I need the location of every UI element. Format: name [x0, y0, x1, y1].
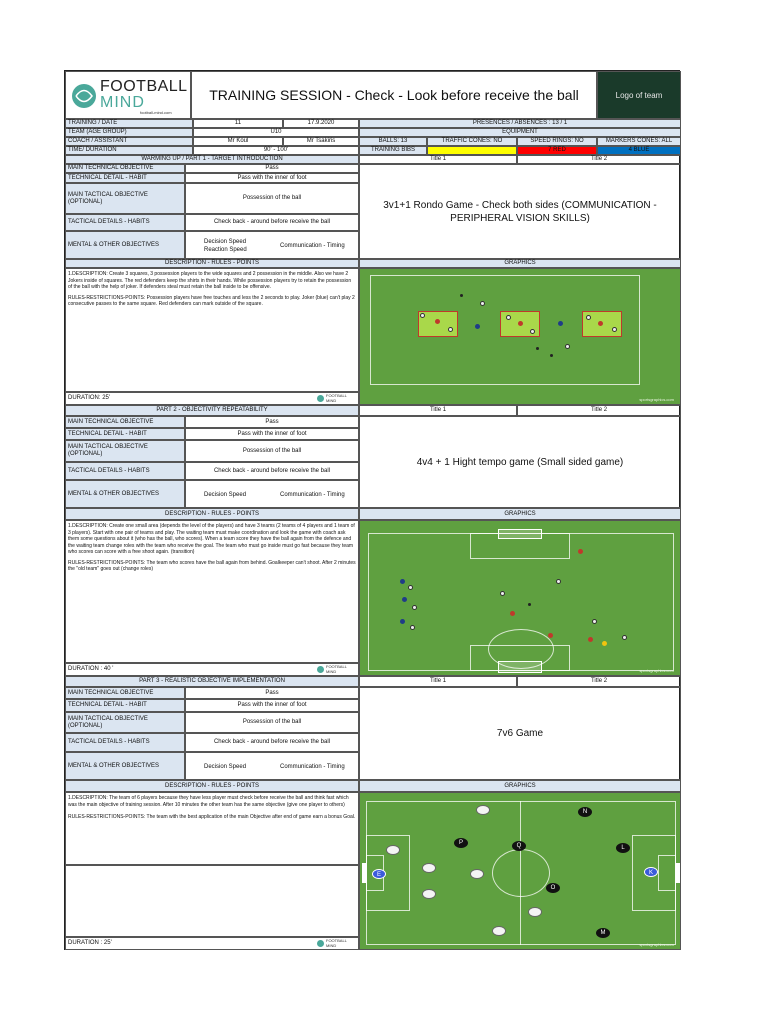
part2-technical-detail: Pass with the inner of foot — [185, 428, 359, 440]
part1-description-header: DESCRIPTION - RULES - POINTS — [65, 259, 359, 268]
part3-duration: DURATION : 25' — [65, 937, 359, 950]
player — [400, 579, 405, 584]
part2-graphics-header: GRAPHICS — [359, 508, 681, 520]
session-sheet — [64, 70, 680, 950]
part3-mini-logo-text: FOOTBALL MIND — [326, 938, 347, 948]
part3-description-header: DESCRIPTION - RULES - POINTS — [65, 780, 359, 792]
part2-mental-b: Communication - Timing — [280, 492, 345, 498]
center-circle — [492, 849, 550, 897]
mini-logo-icon — [317, 940, 324, 947]
part3-graphics-header: GRAPHICS — [359, 780, 681, 792]
player — [548, 633, 553, 638]
assistant-value: Mr Tsakiris — [283, 137, 359, 146]
cone — [460, 294, 463, 297]
training-date-label: TRAINING / DATE — [65, 119, 193, 128]
mini-logo-icon — [317, 395, 324, 402]
player — [588, 637, 593, 642]
player — [400, 619, 405, 624]
player — [578, 549, 583, 554]
balls-count: BALLS: 13 — [359, 137, 427, 146]
part2-duration: DURATION : 40 ' — [65, 663, 359, 676]
player — [592, 619, 597, 624]
player — [510, 611, 515, 616]
training-number: 11 — [193, 119, 283, 128]
part1-main-tactical: Possession of the ball — [185, 183, 359, 214]
part1-technical-detail-label: TECHNICAL DETAIL - HABIT — [65, 173, 185, 183]
bibs-yellow — [427, 146, 517, 155]
player — [420, 313, 425, 318]
white-player-token — [492, 926, 506, 936]
coach-label: COACH / ASSISTANT — [65, 137, 193, 146]
part2-mini-logo-text: FOOTBALL MIND — [326, 664, 347, 674]
part2-description-header: DESCRIPTION - RULES - POINTS — [65, 508, 359, 520]
white-player-token — [386, 845, 400, 855]
team-value: U10 — [193, 128, 359, 137]
part1-mental-label: MENTAL & OTHER OBJECTIVES — [65, 231, 185, 259]
part2-main-tactical: Possession of the ball — [185, 440, 359, 462]
markers-cones: MARKERS CONES: ALL — [597, 137, 681, 146]
part2-rules: RULES-RESTRICTIONS-POINTS: The team who scores have the ball again from behind. Goalkeeper can't shoot. After 2 minutes the "old team" goes out (change roles) — [68, 559, 356, 572]
goal-area-right — [658, 855, 676, 891]
mini-logo-icon — [317, 666, 324, 673]
training-date: 17.9.2020 — [283, 119, 359, 128]
team-label: TEAM (AGE GROUP) — [65, 128, 193, 137]
player — [480, 301, 485, 306]
part1-mental-a2: Reaction Speed — [204, 247, 247, 253]
token-Q: Q — [512, 841, 526, 851]
part2-description: 1.DESCRIPTION: Create one small area (depends the level of the players) and have 3 teams (2 teams of 4 players and 1 team of 3 players). Start with one pair of teams and play. The waiting team must make coordination and look the game with coach ask them some questions about it (who has the ball, who scores). When a team score they have the ball again from the defence and the waiting team change roles with the team who receive the goal. The team who must go inside must go fast because they team who scores can score with a free shoot again. (transition) — [68, 523, 355, 555]
token-E: E — [372, 869, 386, 879]
part1-main-tactical-label: MAIN TACTICAL OBJECTIVE (OPTIONAL) — [65, 183, 185, 214]
part1-mental-value — [185, 231, 359, 259]
player — [622, 635, 627, 640]
team-logo-label: Logo of team — [615, 90, 663, 100]
part3-title2: Title 2 — [517, 676, 681, 687]
ball — [528, 603, 531, 606]
part2-title1: Title 1 — [359, 405, 517, 416]
white-player-token — [476, 805, 490, 815]
part2-header: PART 2 - OBJECTIVITY REPEATABILITY — [65, 405, 359, 416]
part3-tactical-details: Check back - around before receive the ball — [185, 733, 359, 752]
part1-watermark: sportsgraphics.com — [639, 397, 674, 402]
part1-mini-logo — [317, 393, 357, 404]
coach-value: Mr Koul — [193, 137, 283, 146]
token-P: P — [454, 838, 468, 848]
part2-mental-value — [185, 480, 359, 508]
part2-main-tactical-label: MAIN TACTICAL OBJECTIVE (OPTIONAL) — [65, 440, 185, 462]
bibs-red: 7 RED — [517, 146, 597, 155]
white-player-token — [422, 889, 436, 899]
part1-technical-detail: Pass with the inner of foot — [185, 173, 359, 183]
part2-watermark: sportsgraphics.com — [639, 668, 674, 673]
goal-right — [675, 863, 680, 883]
part1-title2: Title 2 — [517, 155, 681, 164]
part2-title2: Title 2 — [517, 405, 681, 416]
part2-tactical-details-label: TACTICAL DETAILS - HABITS — [65, 462, 185, 480]
page-title: TRAINING SESSION - Check - Look before receive the ball — [191, 71, 597, 119]
logo-line1: FOOTBALL — [100, 78, 188, 95]
part3-game-title: 7v6 Game — [359, 687, 681, 780]
part1-description: 1.DESCRIPTION: Create 3 squares, 3 possession players to the wide squares and 2 possession in the middle. Also we have 2 Jokers inside of squares. The red defenders keep the shirts in their hands. While possession players try to retain the possession of the ball with the help of joker. If defenders steal must retain the ball inside to be offensive. — [68, 271, 352, 290]
traffic-cones: TRAFFIC CONES: NO — [427, 137, 517, 146]
part2-mental-label: MENTAL & OTHER OBJECTIVES — [65, 480, 185, 508]
part3-diagram — [359, 792, 681, 950]
penalty-arc-bottom — [488, 629, 554, 669]
part1-diagram — [359, 268, 681, 405]
part2-tactical-details: Check back - around before receive the ball — [185, 462, 359, 480]
presences-absences: PRESENCES / ABSENCES : 13 / 1 — [359, 119, 681, 128]
player — [412, 605, 417, 610]
speed-rings: SPEED RINGS: NO — [517, 137, 597, 146]
part3-mental-a: Decision Speed — [204, 764, 247, 770]
player — [556, 579, 561, 584]
part1-graphics-header: GRAPHICS — [359, 259, 681, 268]
part3-header: PART 3 - REALISTIC OBJECTIVE IMPLEMENTATION — [65, 676, 359, 687]
goal-top — [498, 529, 542, 539]
part1-mental-a: Decision Speed — [204, 239, 247, 245]
part2-game-title: 4v4 + 1 Hight tempo game (Small sided game) — [359, 416, 681, 508]
brain-logo-icon — [70, 81, 98, 111]
player — [408, 585, 413, 590]
player — [500, 591, 505, 596]
part3-title1: Title 1 — [359, 676, 517, 687]
part1-mental-b: Communication - Timing — [280, 243, 345, 249]
part2-main-technical: Pass — [185, 416, 359, 428]
part1-title1: Title 1 — [359, 155, 517, 164]
part3-main-technical: Pass — [185, 687, 359, 699]
time-label: TIME/ DURATION — [65, 146, 193, 155]
player — [586, 315, 591, 320]
goal-left — [362, 863, 367, 883]
part3-technical-detail: Pass with the inner of foot — [185, 699, 359, 712]
token-O: O — [546, 883, 560, 893]
logo-line2: MIND — [100, 94, 145, 111]
part2-main-technical-label: MAIN TECHNICAL OBJECTIVE — [65, 416, 185, 428]
part1-rules: RULES-RESTRICTIONS-POINTS: Possession players have free touches and less the 2 seconds to play. Joker (blue) can't play 2 consecutive passes to the same square. Red defenders can mark outside of the square. — [68, 294, 355, 307]
part1-tactical-details-label: TACTICAL DETAILS - HABITS — [65, 214, 185, 231]
part3-description-empty — [65, 865, 359, 937]
training-bibs-label: TRAINING BIBS — [359, 146, 427, 155]
part3-mini-logo — [317, 938, 357, 949]
cone — [536, 347, 539, 350]
player — [565, 344, 570, 349]
goalkeeper — [602, 641, 607, 646]
part1-main-technical: Pass — [185, 164, 359, 173]
part3-watermark: sportsgraphics.com — [639, 942, 674, 947]
part3-mental-label: MENTAL & OTHER OBJECTIVES — [65, 752, 185, 780]
part3-main-tactical: Possession of the ball — [185, 712, 359, 733]
part2-diagram — [359, 520, 681, 676]
part3-description: 1.DESCRIPTION: The team of 6 players because they have less player must check before receive the ball and think fast which was the main objective of training session. After 10 minutes the other team has the same objective (give one player to others) — [68, 795, 349, 808]
part1-tactical-details: Check back - around before receive the ball — [185, 214, 359, 231]
player — [448, 327, 453, 332]
player — [598, 321, 603, 326]
part2-description-cell — [65, 520, 359, 663]
part1-header: WARMING UP / PART 1 - TARGET INTRODUCTION — [65, 155, 359, 164]
part3-technical-detail-label: TECHNICAL DETAIL - HABIT — [65, 699, 185, 712]
part3-tactical-details-label: TACTICAL DETAILS - HABITS — [65, 733, 185, 752]
part3-main-technical-label: MAIN TECHNICAL OBJECTIVE — [65, 687, 185, 699]
part1-main-technical-label: MAIN TECHNICAL OBJECTIVE — [65, 164, 185, 173]
white-player-token — [470, 869, 484, 879]
part1-game-title: 3v1+1 Rondo Game - Check both sides (COMMUNICATION - PERIPHERAL VISION SKILLS) — [359, 164, 681, 259]
player — [518, 321, 523, 326]
logo-sub: football-mind.com — [140, 110, 172, 115]
part1-description-cell — [65, 268, 359, 392]
player — [506, 315, 511, 320]
player — [530, 329, 535, 334]
player — [475, 324, 480, 329]
part3-mental-b: Communication - Timing — [280, 764, 345, 770]
part3-main-tactical-label: MAIN TACTICAL OBJECTIVE (OPTIONAL) — [65, 712, 185, 733]
equipment-label: EQUIPMENT — [359, 128, 681, 137]
part3-description-cell — [65, 792, 359, 865]
player — [435, 319, 440, 324]
part1-duration: DURATION: 25' — [65, 392, 359, 405]
player — [402, 597, 407, 602]
token-K: K — [644, 867, 658, 877]
white-player-token — [422, 863, 436, 873]
token-M: M — [596, 928, 610, 938]
team-logo-placeholder — [597, 71, 681, 119]
token-N: N — [578, 807, 592, 817]
player — [612, 327, 617, 332]
part3-mental-value — [185, 752, 359, 780]
bibs-blue: 4 BLUE — [597, 146, 681, 155]
part2-mini-logo — [317, 664, 357, 675]
cone — [550, 354, 553, 357]
part1-mini-logo-text: FOOTBALL MIND — [326, 393, 347, 403]
header-logo-cell — [65, 71, 191, 119]
part2-technical-detail-label: TECHNICAL DETAIL - HABIT — [65, 428, 185, 440]
token-L: L — [616, 843, 630, 853]
player — [558, 321, 563, 326]
time-value: 90' - 100' — [193, 146, 359, 155]
part3-rules: RULES-RESTRICTIONS-POINTS: The team with the best application of the main Objective after end of game earn a bonus Goal. — [68, 814, 356, 820]
part2-mental-a: Decision Speed — [204, 492, 247, 498]
player — [410, 625, 415, 630]
white-player-token — [528, 907, 542, 917]
